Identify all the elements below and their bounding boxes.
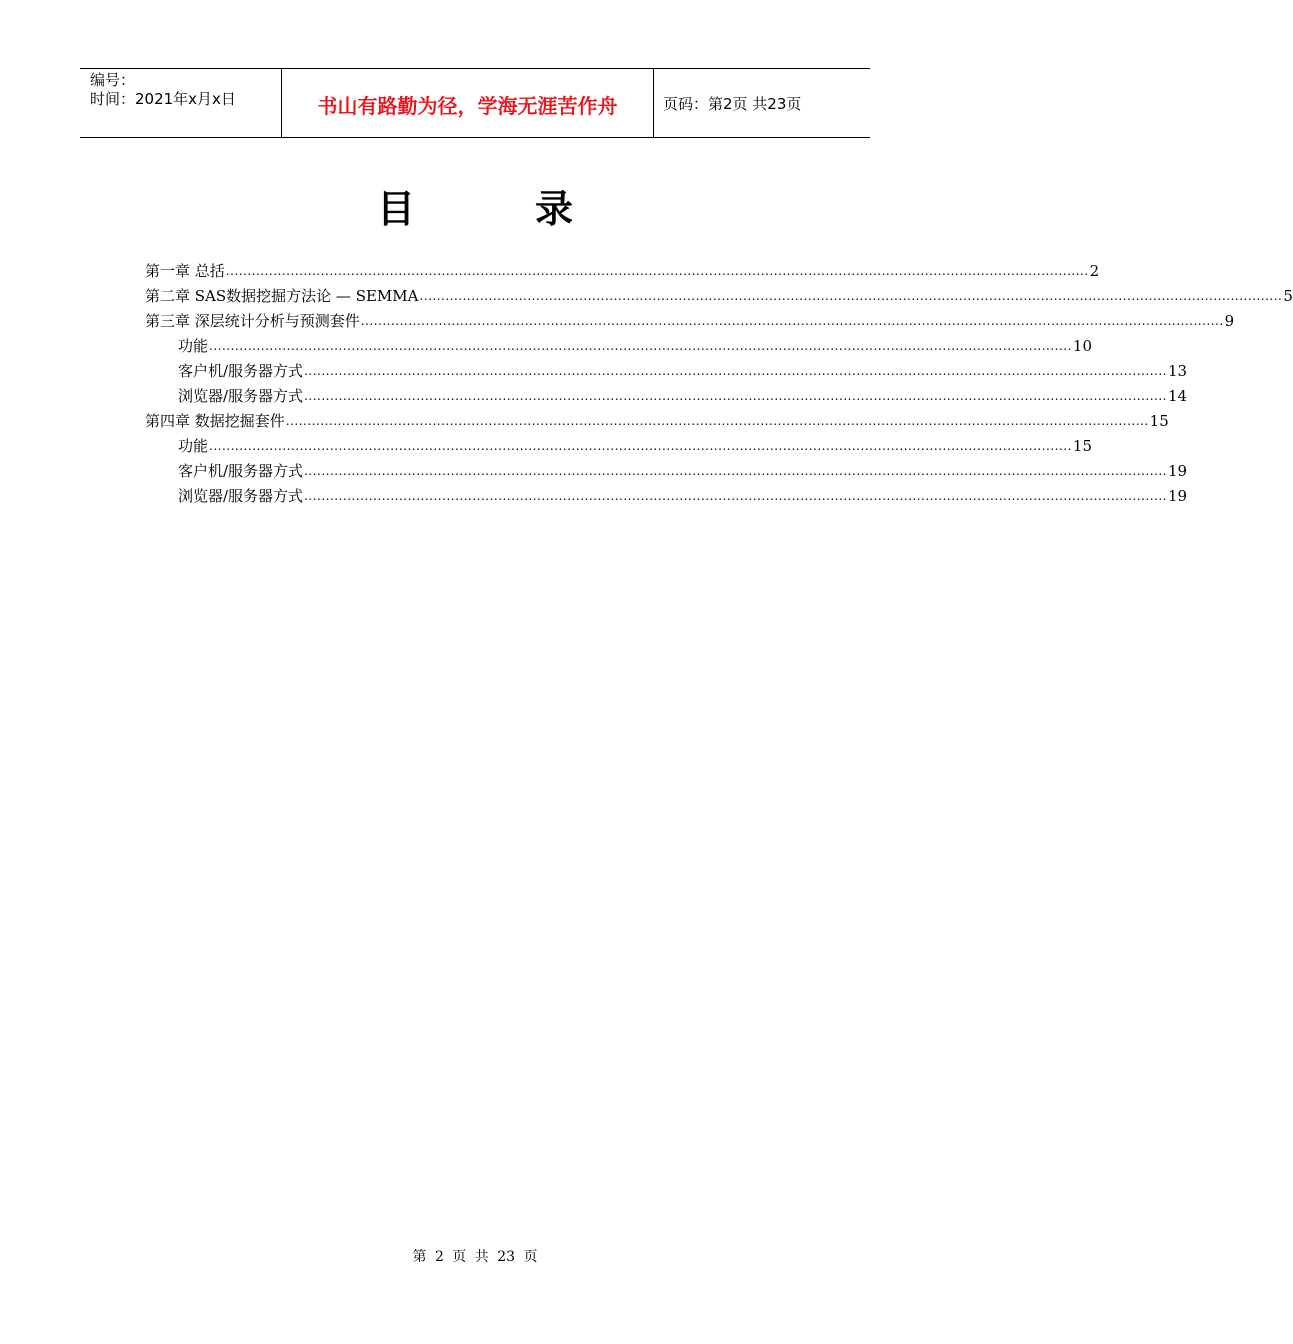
page-header — [80, 68, 870, 138]
toc-entry-page: 13 — [1167, 361, 1188, 380]
toc-entry[interactable] — [145, 333, 1092, 358]
toc-entry-page: 9 — [1224, 311, 1235, 330]
toc-dot-leader: ........................................................................................................................................................................................................ — [304, 389, 1167, 403]
toc-entry-label: 第四章 数据挖掘套件 — [145, 412, 285, 430]
toc-dot-leader: ........................................................................................................................................................................................................ — [419, 289, 1283, 303]
toc-entry[interactable] — [145, 408, 1169, 433]
document-time-label: 时间：2021年x月x日 — [90, 90, 236, 108]
toc-dot-leader: ........................................................................................................................................................................................................ — [209, 439, 1072, 453]
toc-dot-leader: ........................................................................................................................................................................................................ — [209, 339, 1072, 353]
toc-entry-label: 功能 — [178, 337, 209, 355]
toc-dot-leader: ........................................................................................................................................................................................................ — [285, 414, 1149, 428]
toc-entry-page: 5 — [1283, 286, 1293, 305]
header-page-cell — [654, 69, 870, 137]
toc-dot-leader: ........................................................................................................................................................................................................ — [304, 464, 1167, 478]
toc-entry-label: 第三章 深层统计分析与预测套件 — [145, 312, 360, 330]
toc-entry-page: 2 — [1089, 261, 1100, 280]
header-meta-cell — [80, 69, 282, 137]
toc-entry[interactable] — [145, 358, 1188, 383]
toc-dot-leader: ........................................................................................................................................................................................................ — [304, 489, 1167, 503]
toc-entry-page: 19 — [1167, 486, 1188, 505]
toc-entry-label: 第二章 SAS数据挖掘方法论 — SEMMA — [145, 287, 419, 305]
header-motto: 书山有路勤为径，学海无涯苦作舟 — [317, 93, 618, 118]
toc-entry-label: 第一章 总括 — [145, 262, 225, 280]
toc-entry-page: 15 — [1149, 411, 1169, 430]
toc-entry-label: 客户机/服务器方式 — [178, 362, 304, 380]
toc-dot-leader: ........................................................................................................................................................................................................ — [304, 364, 1167, 378]
toc-entry-label: 浏览器/服务器方式 — [178, 387, 304, 405]
toc-entry[interactable] — [145, 258, 1100, 283]
toc-entry[interactable] — [145, 483, 1188, 508]
toc-dot-leader: ........................................................................................................................................................................................................ — [360, 314, 1224, 328]
toc-entry[interactable] — [145, 433, 1092, 458]
toc-entry[interactable] — [145, 383, 1188, 408]
toc-entry[interactable] — [145, 308, 1235, 333]
page-footer: 第 2 页 共 23 页 — [412, 1249, 538, 1265]
toc-dot-leader: ........................................................................................................................................................................................................ — [225, 264, 1089, 278]
toc-entry-page: 10 — [1072, 336, 1092, 355]
toc-entry-page: 15 — [1072, 436, 1092, 455]
toc-entry-label: 客户机/服务器方式 — [178, 462, 304, 480]
header-motto-cell — [282, 69, 654, 137]
toc-entry-page: 14 — [1167, 386, 1188, 405]
header-page-info: 页码：第2页 共23页 — [663, 94, 802, 113]
table-of-contents — [145, 258, 1293, 508]
page-title: 目录 — [376, 187, 693, 231]
document-number-label: 编号： — [90, 71, 136, 89]
toc-entry-label: 浏览器/服务器方式 — [178, 487, 304, 505]
toc-entry[interactable] — [145, 283, 1293, 308]
toc-entry-page: 19 — [1167, 461, 1188, 480]
toc-entry-label: 功能 — [178, 437, 209, 455]
toc-entry[interactable] — [145, 458, 1188, 483]
